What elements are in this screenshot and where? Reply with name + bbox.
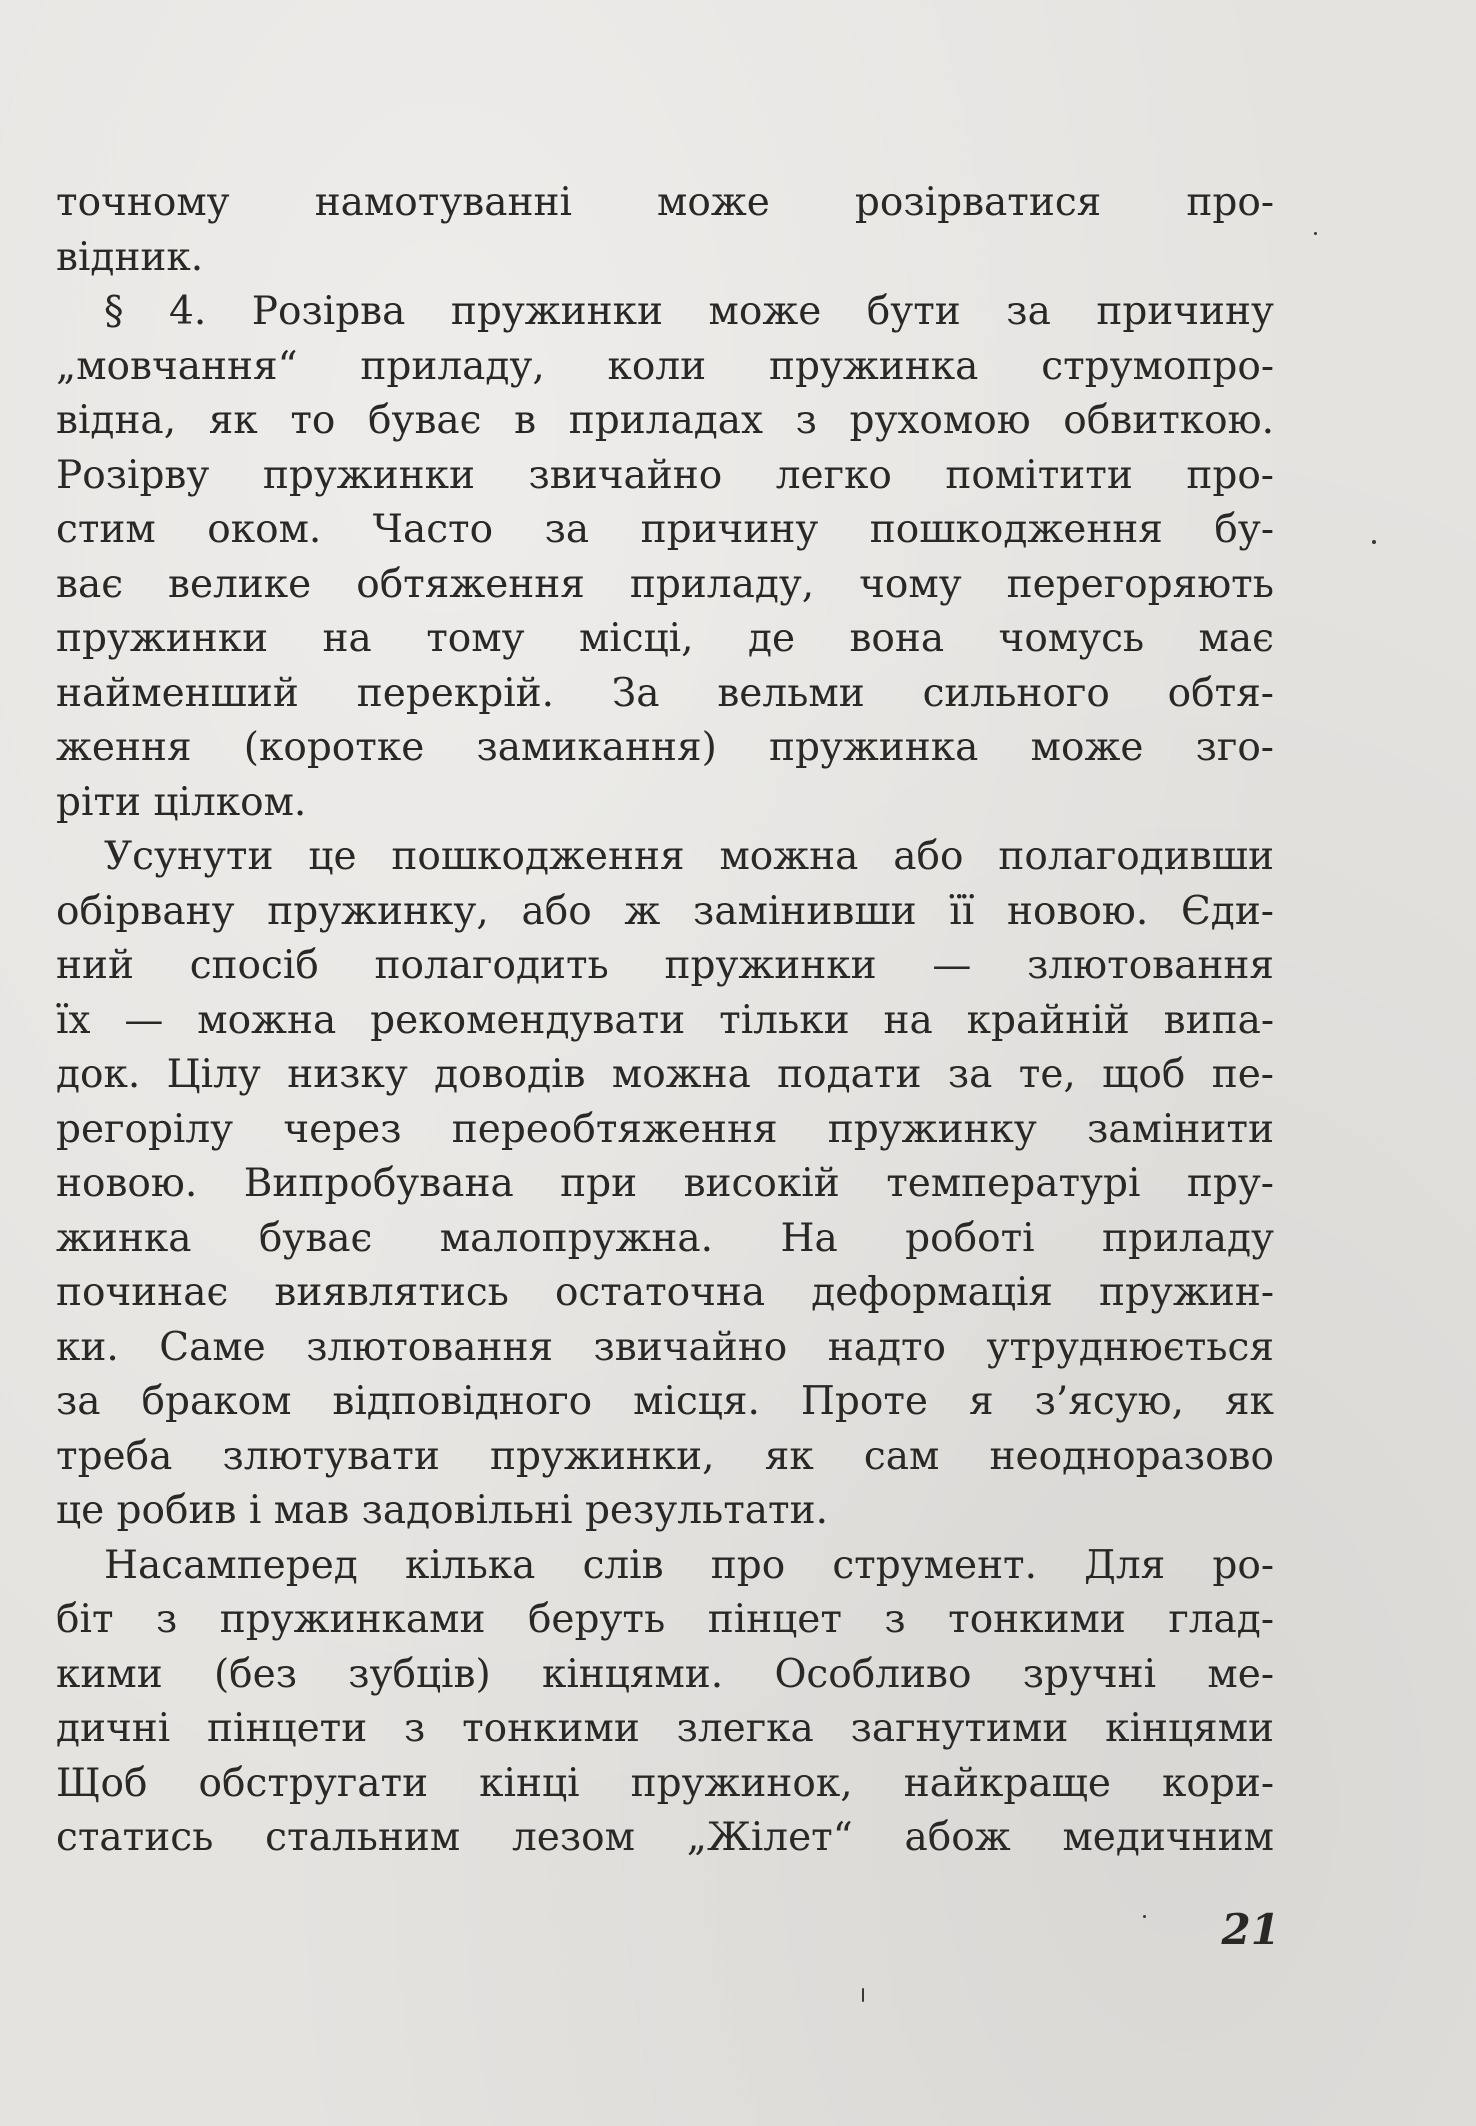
text-line: ває велике обтяження приладу, чому перегоряють [56, 561, 1274, 607]
page-number: 21 [1221, 1905, 1280, 1954]
text-line: стим оком. Часто за причину пошкодження бу- [56, 507, 1274, 552]
text-line: кими (без зубців) кінцями. Особливо зручні ме- [56, 1651, 1274, 1697]
text-line: док. Цілу низку доводів можна подати за те, щоб пе- [56, 1052, 1274, 1097]
text-line: статись стальним лезом „Жілет“ абож медичним [56, 1815, 1274, 1860]
text-line: треба злютувати пружинки, як сам неодноразово [56, 1433, 1274, 1479]
text-line: „мовчання“ приладу, коли пружинка струмопро- [56, 343, 1274, 389]
text-line: новою. Випробувана при високій температурі пру- [56, 1161, 1274, 1206]
text-line: це робив і мав задовільні результати. [56, 1488, 829, 1533]
text-line: дичні пінцети з тонкими злегка загнутими кінцями [56, 1706, 1274, 1751]
print-speck [1143, 1915, 1146, 1918]
text-line: Розірву пружинки звичайно легко помітити про- [56, 452, 1274, 498]
text-line: ження (коротке замикання) пружинка може зго- [56, 725, 1274, 770]
text-line: регорілу через переобтяження пружинку замінити [56, 1106, 1274, 1152]
text-line: починає виявлятись остаточна деформація пружин- [56, 1270, 1274, 1315]
print-speck [1372, 540, 1376, 544]
text-line: ріти цілком. [56, 779, 307, 825]
text-line: за браком відповідного місця. Проте я з’ясую, як [56, 1379, 1274, 1424]
text-line: їх — можна рекомендувати тільки на крайній випа- [56, 997, 1274, 1043]
text-line: точному намотуванні може розірватися про- [56, 180, 1274, 225]
text-line: відна, як то буває в приладах з рухомою обвиткою. [56, 398, 1274, 443]
body-text [56, 176, 1274, 1866]
text-line: пружинки на тому місці, де вона чомусь має [56, 616, 1274, 661]
print-speck [1314, 232, 1317, 235]
text-line: Усунути це пошкодження можна або полагодивши [104, 834, 1274, 879]
text-line: ний спосіб полагодить пружинки — злютовання [56, 943, 1274, 988]
text-line: Насамперед кілька слів про струмент. Для ро- [104, 1542, 1274, 1588]
text-line: відник. [56, 234, 204, 280]
text-line: найменший перекрій. За вельми сильного обтя- [56, 670, 1274, 716]
text-line: § 4. Розірва пружинки може бути за причину [104, 289, 1274, 334]
text-line: Щоб обстругати кінці пружинок, найкраще кори- [56, 1760, 1274, 1806]
text-line: біт з пружинками беруть пінцет з тонкими глад- [56, 1597, 1274, 1642]
text-line: обірвану пружинку, або ж замінивши її новою. Єди- [56, 888, 1274, 934]
text-line: жинка буває малопружна. На роботі приладу [56, 1215, 1274, 1261]
text-line: ки. Саме злютовання звичайно надто утруднюється [56, 1324, 1274, 1370]
print-speck [862, 1988, 864, 2002]
